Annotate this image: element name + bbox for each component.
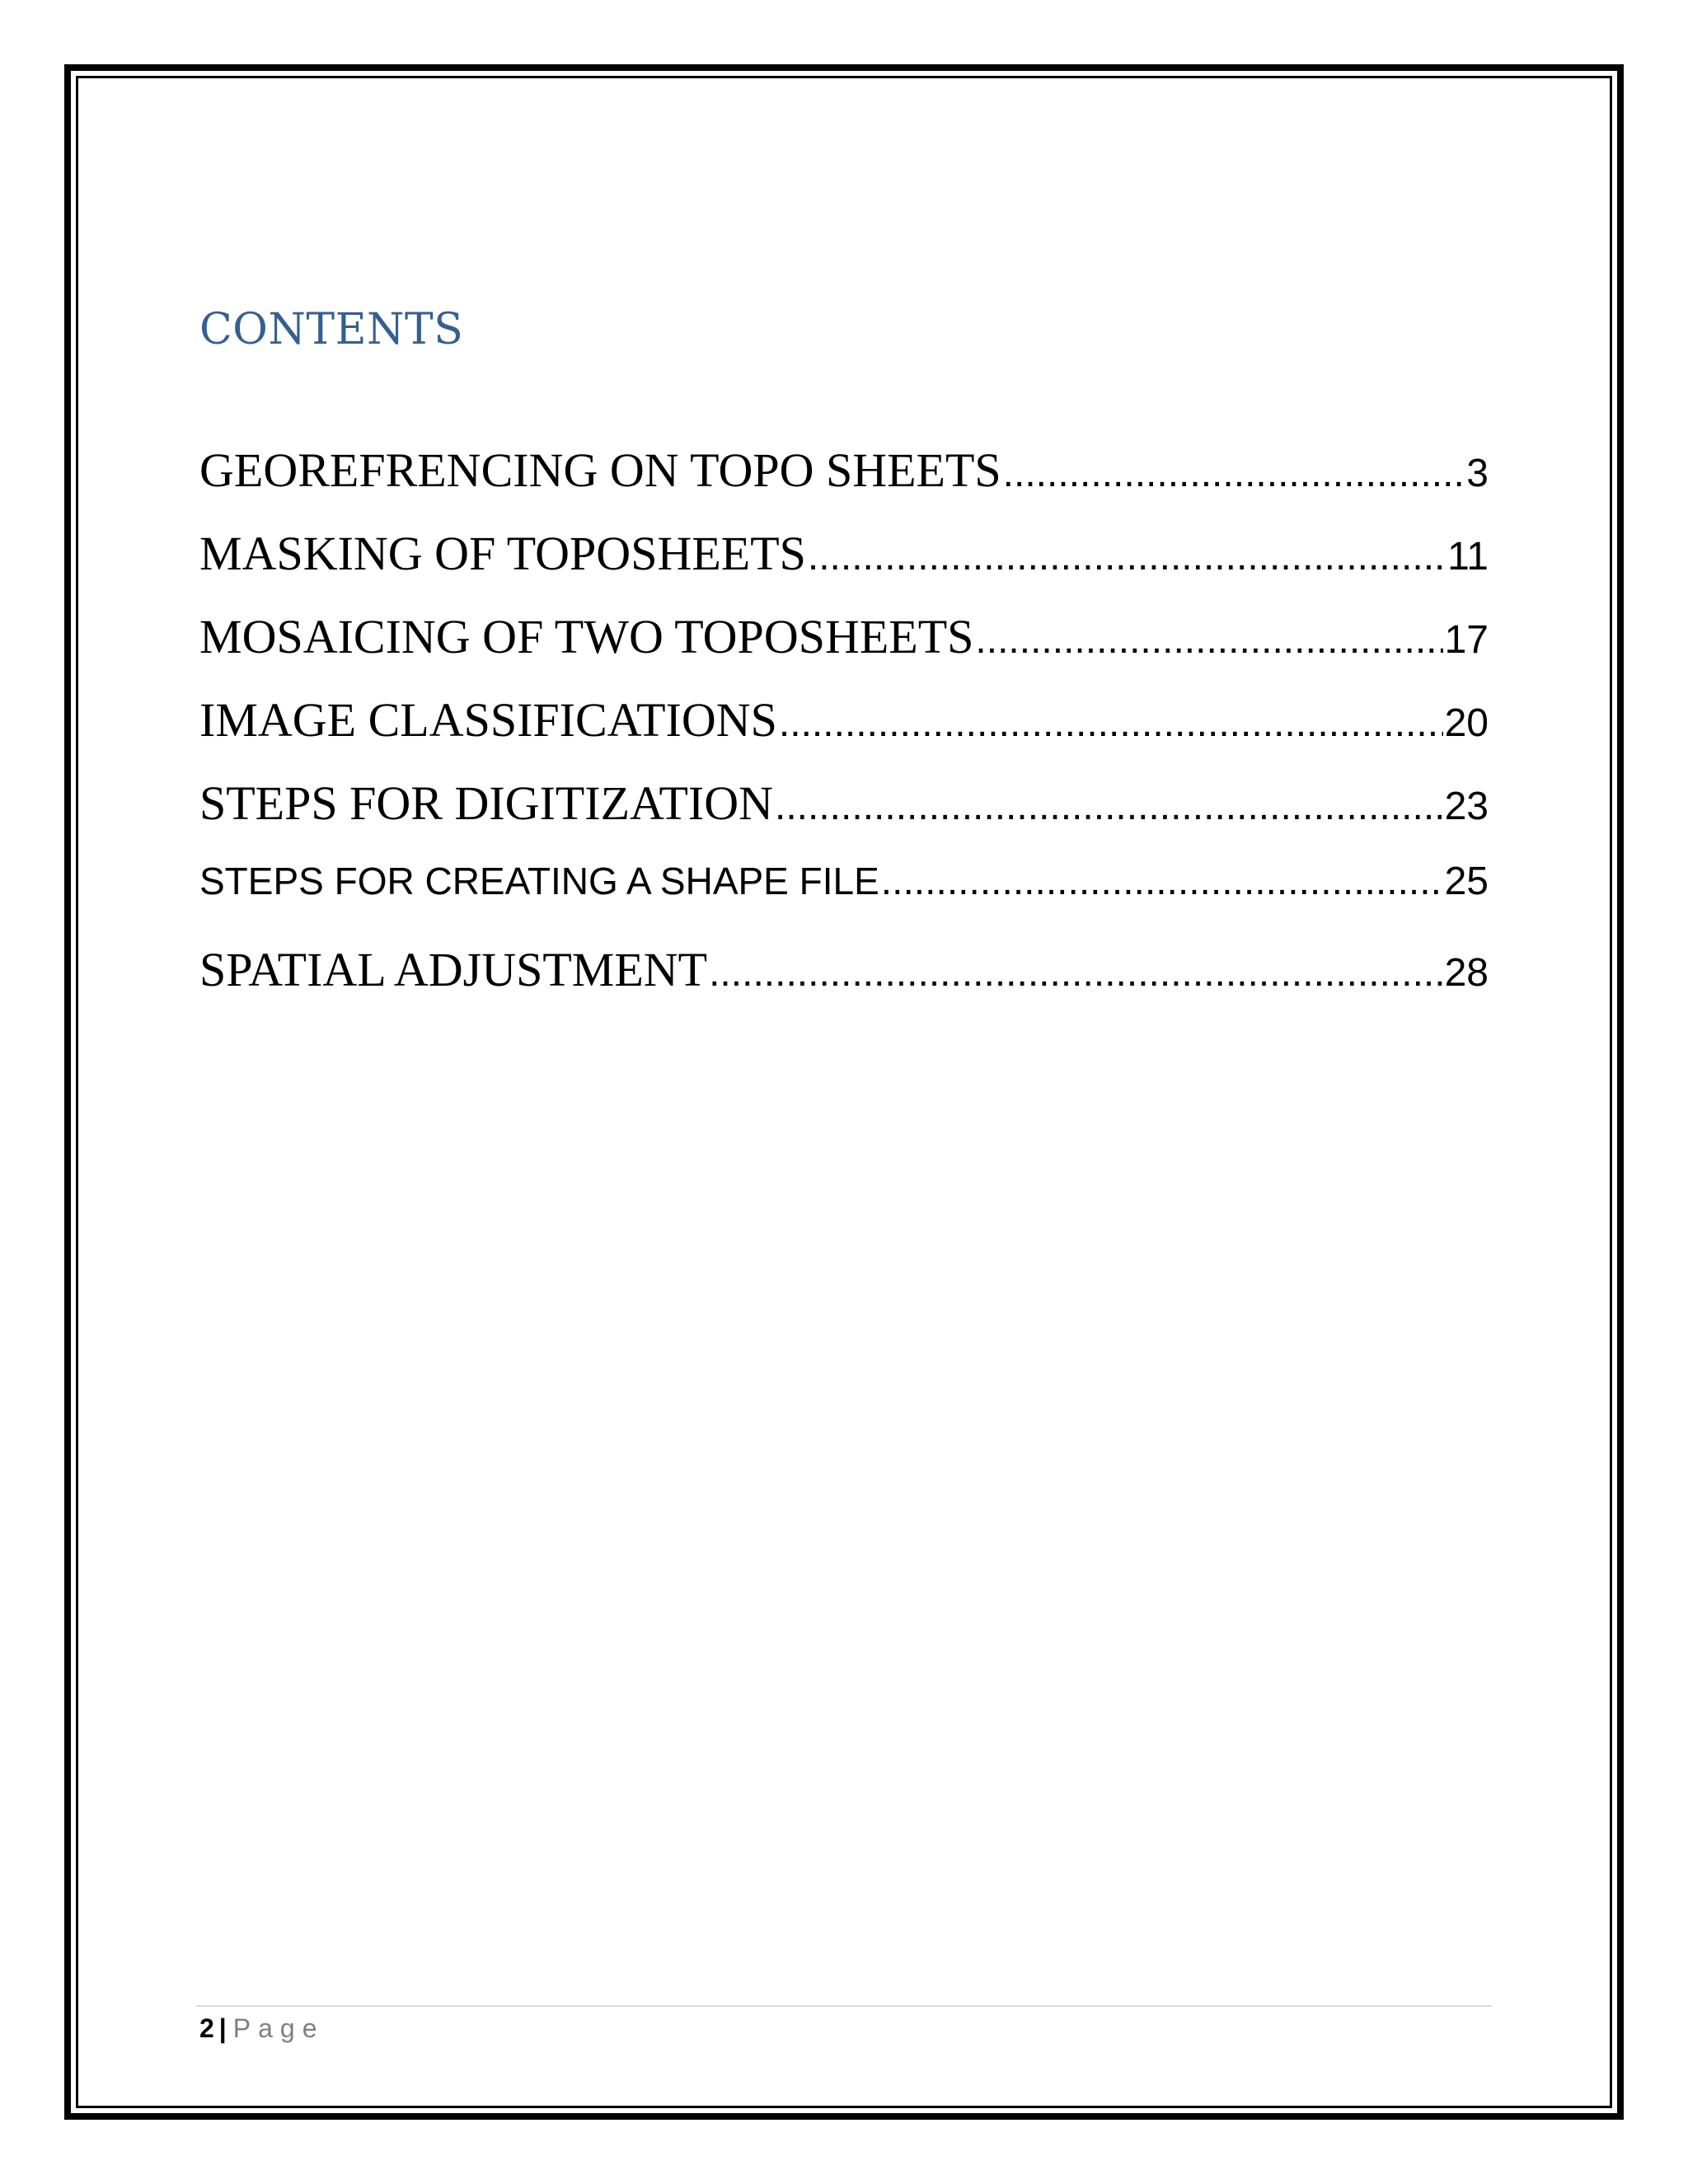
toc-entry-title: MASKING OF TOPOSHEETS [199, 527, 806, 580]
page-border-inner [76, 76, 1612, 2108]
toc-dot-leader [1003, 451, 1465, 496]
page-footer [199, 2013, 324, 2044]
toc-entry-title: IMAGE CLASSIFICATIONS [199, 693, 777, 747]
toc-entry-spatial-adjustment[interactable] [199, 942, 1489, 1025]
toc-entry-page: 28 [1444, 951, 1489, 995]
toc-dot-leader [808, 534, 1446, 579]
toc-entry-georeferencing[interactable] [199, 443, 1489, 526]
toc-entry-image-classifications[interactable] [199, 692, 1489, 776]
toc-entry-page: 11 [1447, 535, 1489, 579]
toc-dot-leader [881, 859, 1443, 904]
toc-entry-masking[interactable] [199, 526, 1489, 609]
toc-entry-page: 23 [1444, 785, 1489, 828]
toc-entry-page: 3 [1466, 452, 1489, 495]
toc-entry-title: MOSAICING OF TWO TOPOSHEETS [199, 610, 974, 663]
footer-page-label: Page [232, 2013, 325, 2043]
toc-dot-leader [975, 617, 1442, 663]
contents-heading: CONTENTS [199, 305, 464, 354]
toc-entry-title: STEPS FOR CREATING A SHAPE FILE [199, 860, 879, 902]
footer-page-number: 2 [199, 2013, 214, 2043]
toc-entry-title: STEPS FOR DIGITIZATION [199, 776, 773, 830]
toc-dot-leader [775, 784, 1443, 829]
toc-entry-shape-file[interactable] [199, 859, 1489, 942]
footer-separator: | [218, 2013, 227, 2043]
toc-entry-page: 20 [1444, 701, 1489, 745]
toc-dot-leader [779, 701, 1443, 746]
toc-entry-title: GEOREFRENCING ON TOPO SHEETS [199, 443, 1001, 497]
toc-entry-title: SPATIAL ADJUSTMENT [199, 943, 708, 996]
toc-entry-mosaicing[interactable] [199, 609, 1489, 692]
toc-dot-leader [709, 950, 1443, 996]
toc-entry-digitization[interactable] [199, 776, 1489, 859]
table-of-contents [199, 443, 1489, 1025]
toc-entry-page: 25 [1444, 860, 1489, 903]
footer-divider [196, 2005, 1492, 2007]
toc-entry-page: 17 [1444, 618, 1489, 662]
